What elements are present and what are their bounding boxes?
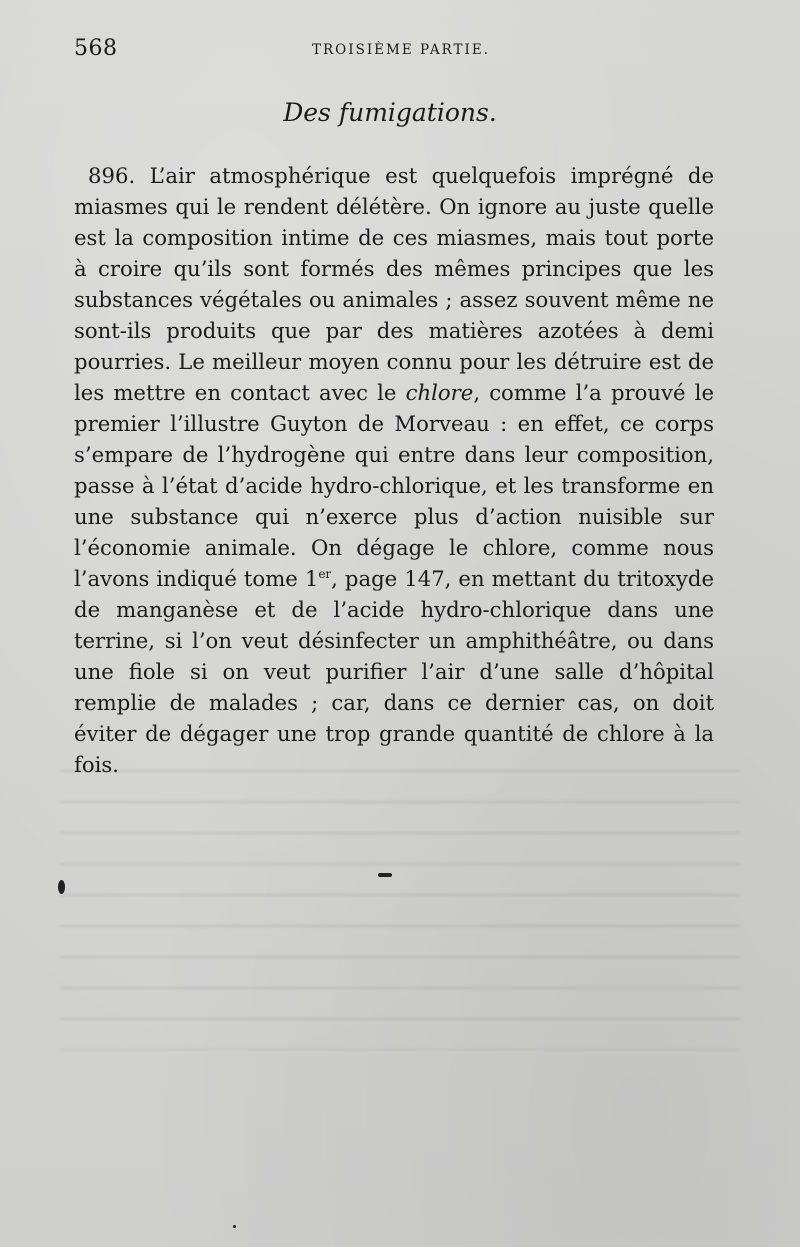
paragraph-number: 896. <box>88 163 136 188</box>
paragraph-text-1: L’air atmosphérique est quelquefois imprégné de miasmes qui le rendent délétère. On ignore au juste quelle est la composition intime de ces miasmes, mais tout porte à croire qu’ils sont formés des mêmes principes que les substances végétales ou animales ; assez souvent même ne sont-ils produits que par des matières azotées à demi pourries. Le meilleur moyen connu pour les détruire est de les mettre en contact avec le <box>74 163 714 405</box>
ordinal-superscript: er <box>318 566 332 581</box>
section-title: Des fumigations. <box>283 98 497 127</box>
ink-speck <box>233 1225 236 1228</box>
end-dash-ornament <box>378 873 392 877</box>
page-header <box>0 36 800 68</box>
show-through-text <box>60 770 740 1050</box>
ink-speck <box>58 880 65 894</box>
paragraph-text-3: , page 147, en mettant du tritoxyde de manganèse et de l’acide hydro-chlorique dans une terrine, si l’on veut désinfecter un amphithéâtre, ou dans une fiole si on veut purifier l’air d’une salle d’hôpital remplie de malades ; car, dans ce dernier cas, on doit éviter de dégager une trop grande quantité de chlore à la fois. <box>74 566 715 777</box>
page-number: 568 <box>74 36 118 61</box>
paragraph-text-2: , comme l’a prouvé le premier l’illustre Guyton de Morveau : en effet, ce corps s’empare de l’hydrogène qui entre dans leur composition, passe à l’état d’acide hydro-chlorique, et les transforme en une substance qui n’exerce plus d’action nuisible sur l’économie animale. On dégage le chlore, comme nous l’avons indiqué tome 1 <box>74 380 714 591</box>
running-head: TROISIÈME PARTIE. <box>312 42 490 58</box>
emphasized-term: chlore <box>405 380 474 405</box>
body-paragraph <box>74 160 714 780</box>
